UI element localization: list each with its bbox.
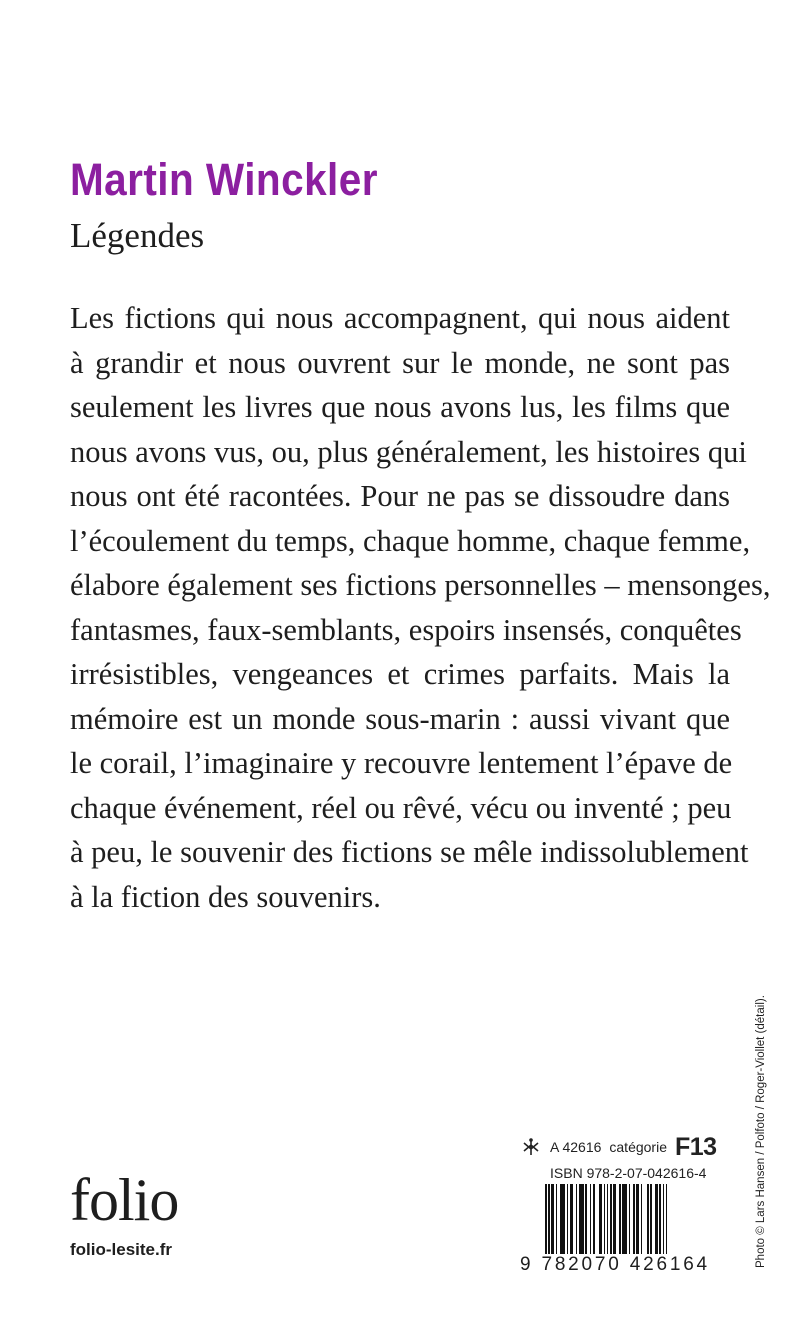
blurb-line: fantasmes, faux-semblants, espoirs insensés, conquêtes xyxy=(70,612,742,647)
photo-credit: Photo © Lars Hansen / Polfoto / Roger-Viollet (détail). xyxy=(755,995,767,1268)
category-code: F13 xyxy=(674,1132,717,1161)
barcode-digits: 9 782070 426164 xyxy=(520,1254,710,1275)
blurb-line: nous ont été racontées. Pour ne pas se dissoudre dans xyxy=(70,479,730,513)
blurb-line: élabore également ses fictions personnelles – mensonges, xyxy=(70,568,771,602)
reference-row xyxy=(520,1134,720,1160)
barcode xyxy=(520,1184,720,1274)
blurb-line: irrésistibles, vengeances et crimes parfaits. Mais la xyxy=(70,657,730,691)
blurb-line: seulement les livres que nous avons lus, les films que xyxy=(70,390,730,424)
blurb-line: à la fiction des souvenirs. xyxy=(70,879,381,914)
blurb-line: l’écoulement du temps, chaque homme, chaque femme, xyxy=(70,523,751,558)
barcode-bar xyxy=(666,1184,668,1254)
blurb-line: le corail, l’imaginaire y recouvre lentement l’épave de xyxy=(70,746,733,780)
blurb-line: mémoire est un monde sous-marin : aussi vivant que xyxy=(70,701,730,736)
publisher-logo: folio xyxy=(70,1167,179,1233)
blurb-line: Les fictions qui nous accompagnent, qui nous aident xyxy=(70,301,730,335)
back-cover-blurb xyxy=(70,296,771,919)
author-name: Martin Winckler xyxy=(70,154,378,205)
isbn-row xyxy=(520,1160,720,1186)
barcode-bars xyxy=(545,1184,720,1254)
blurb-line: chaque événement, réel ou rêvé, vécu ou inventé ; peu xyxy=(70,790,732,825)
blurb-line: à peu, le souvenir des fictions se mêle indissolublement xyxy=(70,835,749,869)
publisher-website: folio-lesite.fr xyxy=(70,1240,173,1259)
book-title: Légendes xyxy=(70,216,205,255)
product-codes xyxy=(520,1134,720,1186)
reference-number: A 42616 xyxy=(550,1139,602,1155)
category-label: catégorie xyxy=(609,1139,667,1155)
blurb-line: nous avons vus, ou, plus généralement, les histoires qui xyxy=(70,434,747,469)
publisher-emblem-icon xyxy=(520,1137,542,1157)
isbn: ISBN 978-2-07-042616-4 xyxy=(550,1165,707,1181)
blurb-line: à grandir et nous ouvrent sur le monde, ne sont pas xyxy=(70,345,730,380)
